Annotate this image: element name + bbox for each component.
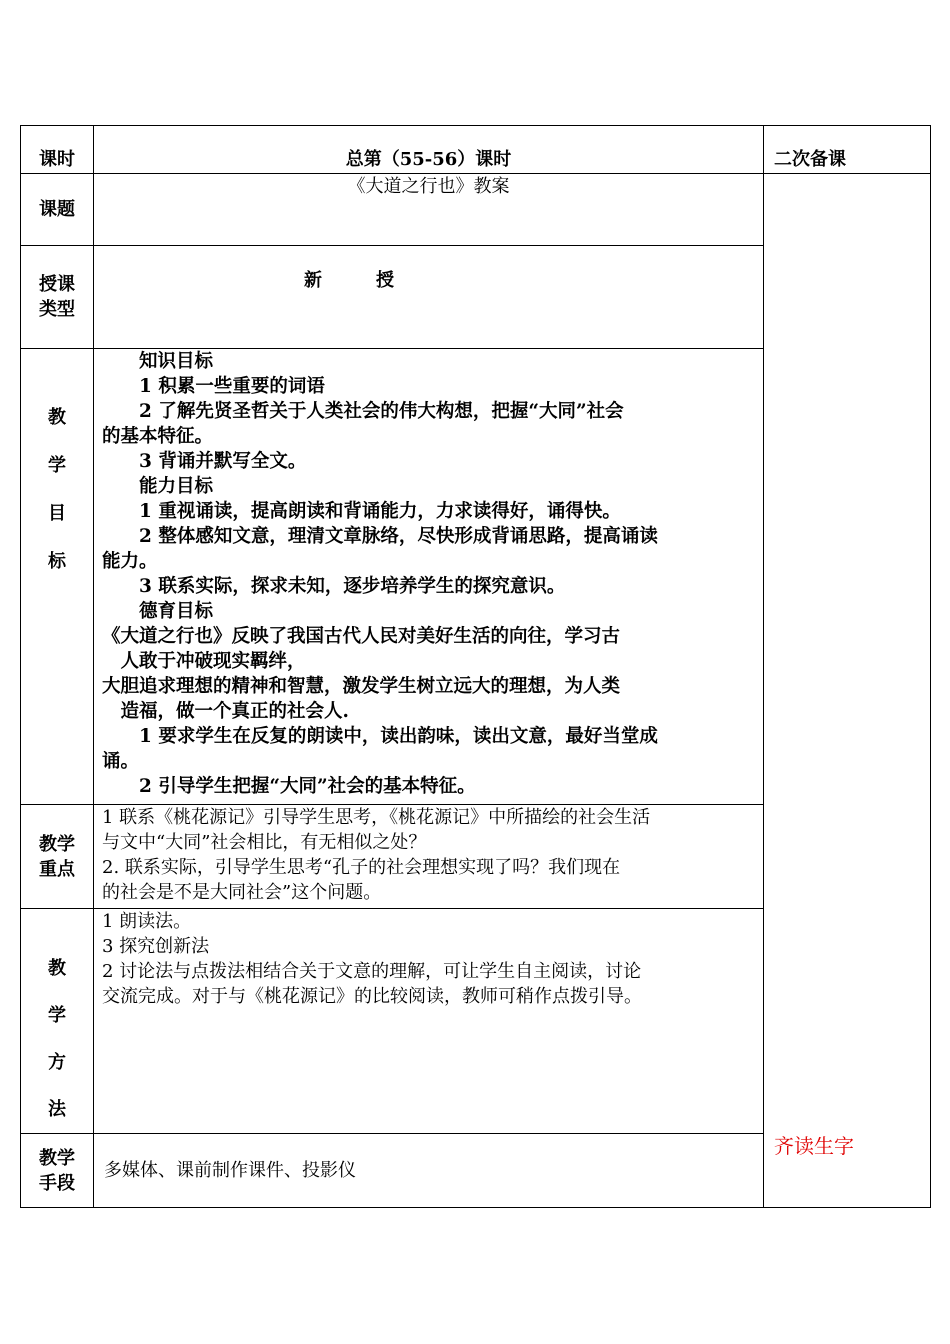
- focus-line: 与文中“大同”社会相比，有无相似之处？: [102, 832, 427, 853]
- type-label-line1: 授课: [39, 274, 75, 295]
- objective-line: 《大道之行也》反映了我国古代人民对美好生活的向往，学习古: [102, 626, 621, 647]
- objective-line: 人敢于冲破现实羁绊，: [102, 651, 306, 672]
- objectives-content-cell: [94, 349, 764, 805]
- objective-line: 知识目标: [102, 351, 214, 372]
- period-content-cell: [94, 126, 764, 174]
- period-label: 课时: [39, 149, 75, 170]
- objective-line: 1 积累一些重要的词语: [102, 376, 325, 397]
- objectives-label-cell: [21, 349, 94, 805]
- methods-label-cell: [21, 909, 94, 1134]
- topic-content-cell: [94, 174, 764, 246]
- method-line: 2 讨论法与点拨法相结合关于文意的理解，可让学生自主阅读，讨论: [102, 961, 642, 982]
- second-prep-header: 二次备课: [774, 149, 846, 170]
- type-label-cell: [21, 246, 94, 349]
- objective-line: 1 重视诵读，提高朗读和背诵能力，力求读得好，诵得快。: [102, 501, 621, 522]
- objective-line: 诵。: [102, 751, 140, 772]
- lesson-title: 《大道之行也》教案: [347, 176, 510, 197]
- means-label-line2: 手段: [39, 1172, 75, 1194]
- objective-line: 造福，做一个真正的社会人.: [102, 701, 349, 722]
- side-note: 齐读生字: [774, 1134, 854, 1158]
- objective-line: 1 要求学生在反复的朗读中，读出韵味，读出文意，最好当堂成: [102, 726, 658, 747]
- focus-content-cell: [94, 805, 764, 909]
- means-label-cell: [21, 1134, 94, 1208]
- topic-label: 课题: [39, 199, 75, 220]
- methods-content-cell: [94, 909, 764, 1134]
- objectives-label-char: 学: [48, 455, 66, 476]
- focus-label-line1: 教学: [39, 833, 75, 855]
- focus-line: 的社会是不是大同社会”这个问题。: [102, 882, 382, 903]
- header-row: [21, 126, 931, 174]
- method-line: 1 朗读法。: [102, 911, 192, 932]
- type-label-line2: 类型: [39, 299, 75, 320]
- methods-label-char: 学: [48, 1005, 66, 1026]
- objectives-label-char: 目: [48, 503, 66, 524]
- method-line: 交流完成。对于与《桃花源记》的比较阅读，教师可稍作点拨引导。: [102, 986, 642, 1007]
- methods-label-char: 教: [48, 958, 66, 979]
- method-line: 3 探究创新法: [102, 936, 210, 957]
- objective-line: 3 背诵并默写全文。: [102, 451, 307, 472]
- objective-line: 能力。: [102, 551, 158, 572]
- focus-label-cell: [21, 805, 94, 909]
- type-content-cell: [94, 246, 764, 349]
- period-count: 总第（55-56）课时: [345, 149, 512, 170]
- objective-line: 2 整体感知文意，理清文章脉络，尽快形成背诵思路，提高诵读: [102, 526, 658, 547]
- lesson-type: 新 授: [304, 270, 394, 291]
- objectives-label-char: 标: [48, 551, 66, 572]
- objective-line: 2 了解先贤圣哲关于人类社会的伟大构想，把握“大同”社会: [102, 401, 624, 422]
- second-prep-header-cell: [764, 126, 931, 174]
- focus-line: 2. 联系实际，引导学生思考“孔子的社会理想实现了吗？我们现在: [102, 857, 621, 878]
- objective-line: 大胆追求理想的精神和智慧，激发学生树立远大的理想，为人类: [102, 676, 621, 697]
- objectives-label-char: 教: [48, 407, 66, 428]
- means-content-cell: [94, 1134, 764, 1208]
- objective-line: 2 引导学生把握“大同”社会的基本特征。: [102, 776, 476, 797]
- focus-label-line2: 重点: [39, 858, 75, 880]
- topic-row: [21, 174, 931, 246]
- means-label-line1: 教学: [39, 1147, 75, 1169]
- methods-label-char: 方: [48, 1052, 66, 1073]
- objective-line: 的基本特征。: [102, 426, 214, 447]
- period-label-cell: [21, 126, 94, 174]
- lesson-plan-table: [20, 125, 931, 1208]
- teaching-means: 多媒体、课前制作课件、投影仪: [104, 1160, 356, 1181]
- objective-line: 德育目标: [102, 601, 214, 622]
- objective-line: 3 联系实际，探求未知，逐步培养学生的探究意识。: [102, 576, 566, 597]
- focus-line: 1 联系《桃花源记》引导学生思考，《桃花源记》中所描绘的社会生活: [102, 807, 651, 828]
- objective-line: 能力目标: [102, 476, 214, 497]
- second-prep-notes-cell: [764, 174, 931, 1208]
- topic-label-cell: [21, 174, 94, 246]
- methods-label-char: 法: [48, 1099, 66, 1120]
